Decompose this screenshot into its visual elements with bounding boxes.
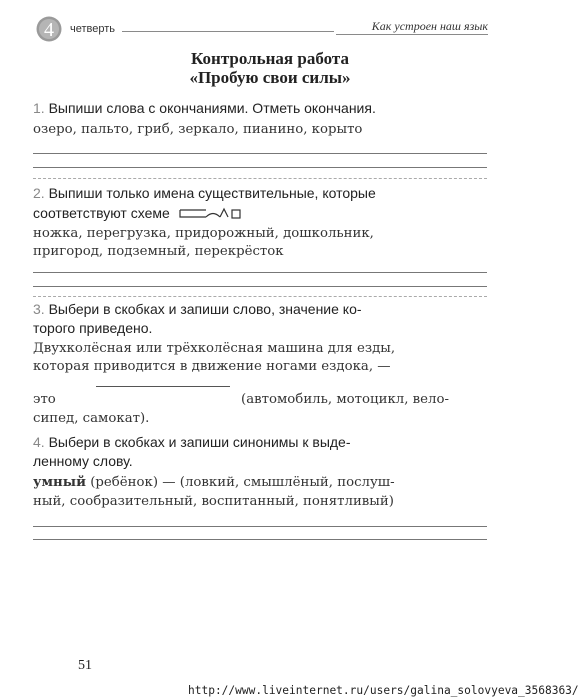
task3-instruction-line2: торого приведено. [33,320,153,336]
answer-line[interactable] [33,539,487,540]
answer-line-short[interactable] [96,386,230,387]
task4-words-rest: (ребёнок) — (ловкий, смышлёный, послуш- [86,475,395,490]
quarter-badge-icon [36,14,62,44]
task1-number: 1. [33,100,45,116]
highlighted-word: умный [33,475,86,490]
quarter-label: четверть [70,23,116,35]
page-number: 51 [78,658,92,673]
page-title-line1: Контрольная работа [191,49,349,68]
answer-line[interactable] [33,286,487,287]
task3-instruction-text: Выбери в скобках и запиши слово, значение ко- [48,301,362,317]
task4-instruction-line1 [33,432,489,452]
task3-definition-line1: Двухколёсная или трёхколёсная машина для езды, [33,341,396,356]
word-scheme-icon [178,206,246,220]
section-title: Как устроен наш язык [371,19,488,33]
task3-definition-line2: которая приводится в движение ногами ездока, — [33,359,391,374]
task2-instruction-text2: соответствуют схеме [33,205,170,221]
answer-line[interactable] [33,153,487,154]
header-rule [122,31,334,32]
task3-number: 3. [33,301,45,317]
task3-options-line1: (автомобиль, мотоцикл, вело- [241,392,449,407]
task3-instruction-line1 [33,299,489,319]
task2-instruction-text: Выпиши только имена существительные, которые [48,185,376,201]
page-title-line2: «Пробую свои силы» [189,68,351,87]
source-url: http://www.liveinternet.ru/users/galina_solovyeva_3568363/ [188,684,579,697]
header-underline [336,34,488,35]
quarter-number: 4 [44,19,54,41]
task2-words-line1: ножка, перегрузка, придорожный, дошкольник, [33,226,374,241]
task2-instruction-line2 [33,203,489,223]
task3-answer-prefix: это [33,392,56,407]
task4-words-line1 [33,473,489,492]
task4-number: 4. [33,434,45,450]
task4-instruction-line2: ленному слову. [33,453,133,469]
task4-words-line2: ный, сообразительный, воспитанный, понятливый) [33,494,394,509]
section-separator [33,178,487,179]
task2-words-line2: пригород, подземный, перекрёсток [33,244,284,259]
task1-instruction [33,98,489,118]
task2-instruction-line1 [33,183,489,203]
answer-line[interactable] [33,526,487,527]
answer-line[interactable] [33,272,487,273]
task1-words: озеро, пальто, гриб, зеркало, пианино, корыто [33,122,363,137]
task1-instruction-text: Выпиши слова с окончаниями. Отметь окончания. [48,100,376,116]
task4-instruction-text: Выбери в скобках и запиши синонимы к выде- [48,434,351,450]
answer-line[interactable] [33,167,487,168]
section-separator [33,296,487,297]
task2-number: 2. [33,185,45,201]
task3-options-line2: сипед, самокат). [33,411,150,426]
